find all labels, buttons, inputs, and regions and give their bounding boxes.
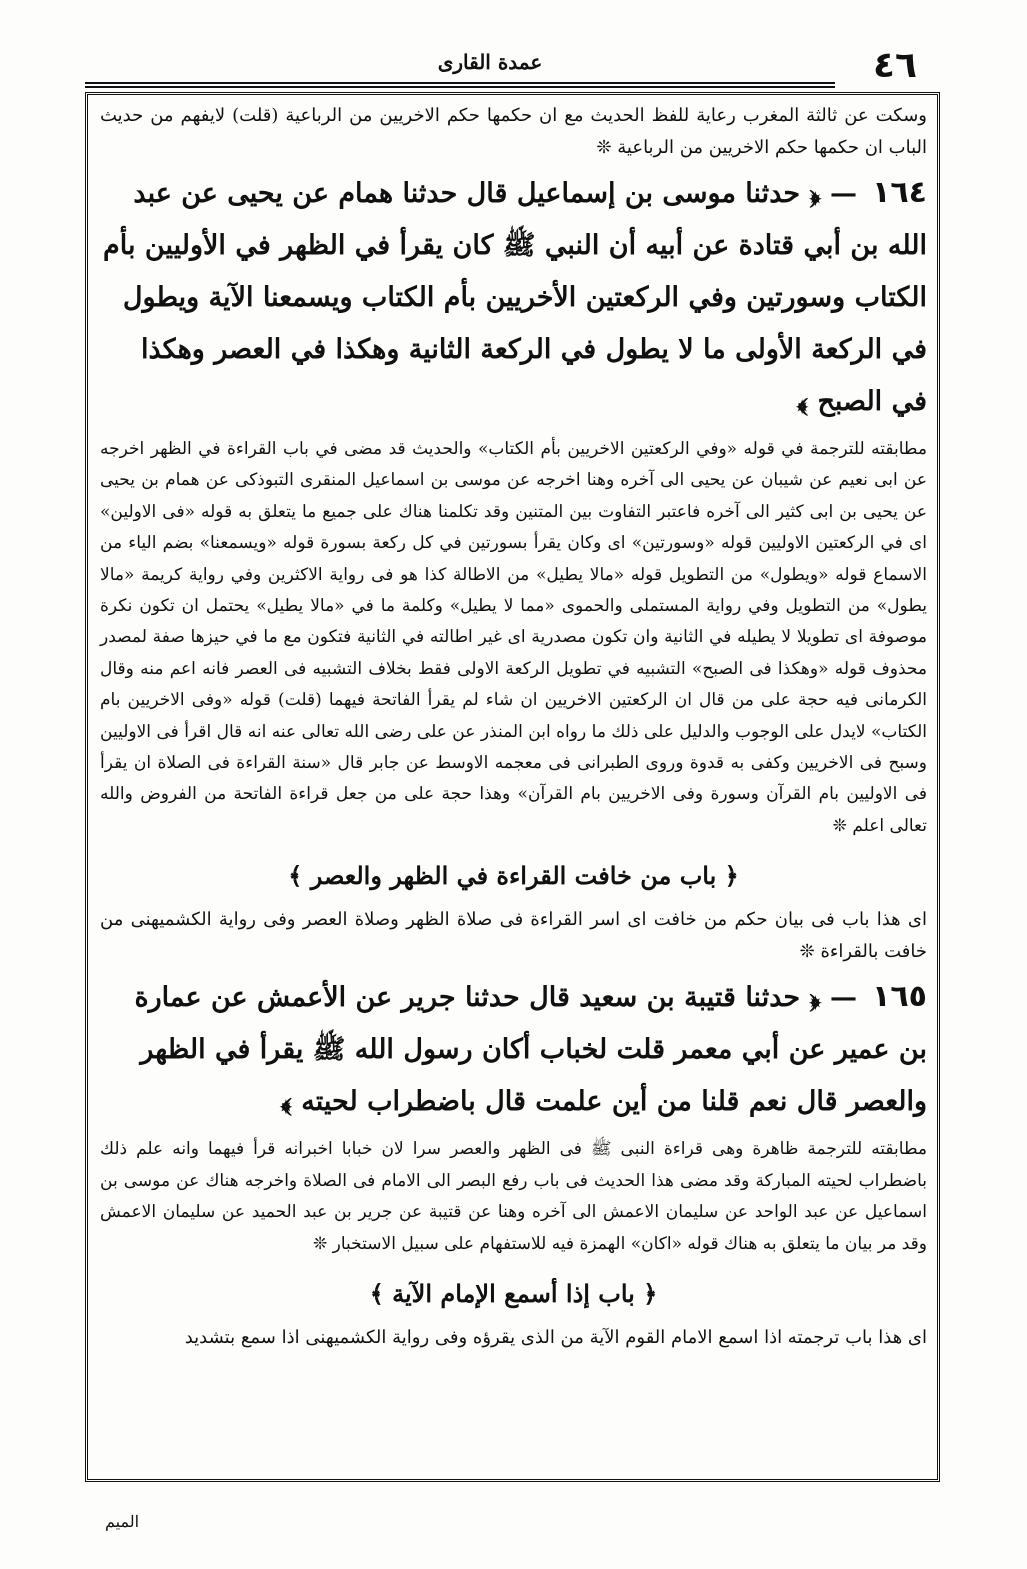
hadith-164 xyxy=(100,168,927,428)
hadith-text: — ﴿ حدثنا موسى بن إسماعيل قال حدثنا همام عن يحيى عن عبد الله بن أبي قتادة عن أبيه أن النبي ﷺ كان يقرأ في الظهر في الأوليين بأم الكتاب وسورتين وفي الركعتين الأخريين بأم الكتاب ويسمعنا الآية ويطول في الركعة الأولى ما لا يطول في الركعة الثانية وهكذا في العصر وهكذا في الصبح ﴾ xyxy=(103,178,927,417)
page-body xyxy=(100,100,927,1354)
chapter-heading: ﴿ باب إذا أسمع الإمام الآية ﴾ xyxy=(369,1278,658,1308)
running-title: عمدة القارى xyxy=(437,50,543,74)
page-header xyxy=(0,0,1027,95)
chapter-explanation: اى هذا باب فى بيان حكم من خافت اى اسر القراءة فى صلاة الظهر وصلاة العصر وفى رواية الكشميهنى من خافت بالقراءة ❊ xyxy=(100,909,927,963)
hadith-text: — ﴿ حدثنا قتيبة بن سعيد قال حدثنا جرير عن الأعمش عن عمارة بن عمير عن أبي معمر قلت لخباب أكان رسول الله ﷺ يقرأ في الظهر والعصر قال نعم قلنا من أين علمت قال باضطراب لحيته ﴾ xyxy=(134,982,927,1118)
commentary-165: مطابقته للترجمة ظاهرة وهى قراءة النبى ﷺ فى الظهر والعصر سرا لان خبابا اخبرانه قرأ فيهما وانه علم ذلك باضطراب لحيته المباركة وقد مضى هذا الحديث فى باب رفع البصر الى الامام فى الصلاة واخرجه هناك عن موسى بن اسماعيل عن عبد الواحد عن سليمان الاعمش الى آخره وهنا عن قتيبة عن جرير بن عبد الحميد عن سليمان الاعمش وقد مر بيان ما يتعلق به هناك قوله «اكان» الهمزة فيه للاستفهام على سبيل الاستخبار ❊ xyxy=(100,1139,927,1254)
header-rule-inner xyxy=(85,86,835,88)
catchword: الميم xyxy=(104,1512,140,1531)
hadith-number: ١٦٤ xyxy=(872,175,927,210)
closing-paragraph: اى هذا باب ترجمته اذا اسمع الامام القوم الآية من الذى يقرؤه وفى رواية الكشميهنى اذا سمع بتشديد xyxy=(184,1326,927,1348)
hadith-number: ١٦٥ xyxy=(872,979,927,1015)
header-rule xyxy=(85,82,835,84)
opening-paragraph: وسكت عن ثالثة المغرب رعاية للفظ الحديث مع ان حكمها حكم الاخريين من الرباعية (قلت) لايفهم من حديث الباب ان حكمها حكم الاخريين من الرباعية ❊ xyxy=(100,105,927,158)
page-number: ٤٦ xyxy=(873,45,917,86)
chapter-heading: ﴿ باب من خافت القراءة في الظهر والعصر ﴾ xyxy=(288,861,739,891)
hadith-165 xyxy=(100,972,927,1128)
commentary-164: مطابقته للترجمة في قوله «وفي الركعتين الاخريين بأم الكتاب» والحديث قد مضى في باب القراءة في الظهر اخرجه عن ابى نعيم عن شيبان عن يحيى الى آخره وهنا اخرجه عن موسى بن اسماعيل المنقرى التبوذكى عن همام بن يحيى عن يحيى بن ابى كثير الى آخره فاعتبر التفاوت بين المتنين وقد تكلمنا هناك على جميع ما يتعلق به قوله «فى الاولين» اى في الركعتين الاوليين قوله «وسورتين» اى وكان يقرأ بسورتين في كل ركعة بسورة قوله «ويسمعنا» بضم الياء من الاسماع قوله «ويطول» من التطويل قوله «مالا يطيل» من الاطالة كذا هو فى رواية الاكثرين وفي رواية كريمة «مالا يطول» من التطويل وفي رواية المستملى والحموى «مما لا يطيل» وكلمة ما في «مالا يطيل» يحتمل ان تكون نكرة موصوفة اى تطويلا لا يطيله في الثانية وان تكون مصدرية اى غير اطالته في الثانية فتكون مع ما في حيزها صفة لمصدر محذوف قوله «وهكذا فى الصبح» التشبيه في تطويل الركعة الاولى فقط بخلاف التشبيه فى العصر فانه اعم منه وقال الكرمانى فيه حجة على من قال ان الركعتين الاخريين ان شاء لم يقرأ الفاتحة فيهما (قلت) قوله «وفى الاخريين بام الكتاب» لايدل على الوجوب والدليل على ذلك ما رواه ابن المنذر عن على رضى الله تعالى عنه انه قال اقرأ فى الاوليين وسبح فى الاخريين وكفى به قدوة وروى الطبرانى فى معجمه الاوسط عن جابر قال «سنة القراءة فى الصلاة ان يقرأ فى الاوليين بام القرآن وسورة وفى الاخريين بام القرآن» وهذا حجة على من جعل قراءة الفاتحة من الفروض والله تعالى اعلم ❊ xyxy=(100,439,927,836)
